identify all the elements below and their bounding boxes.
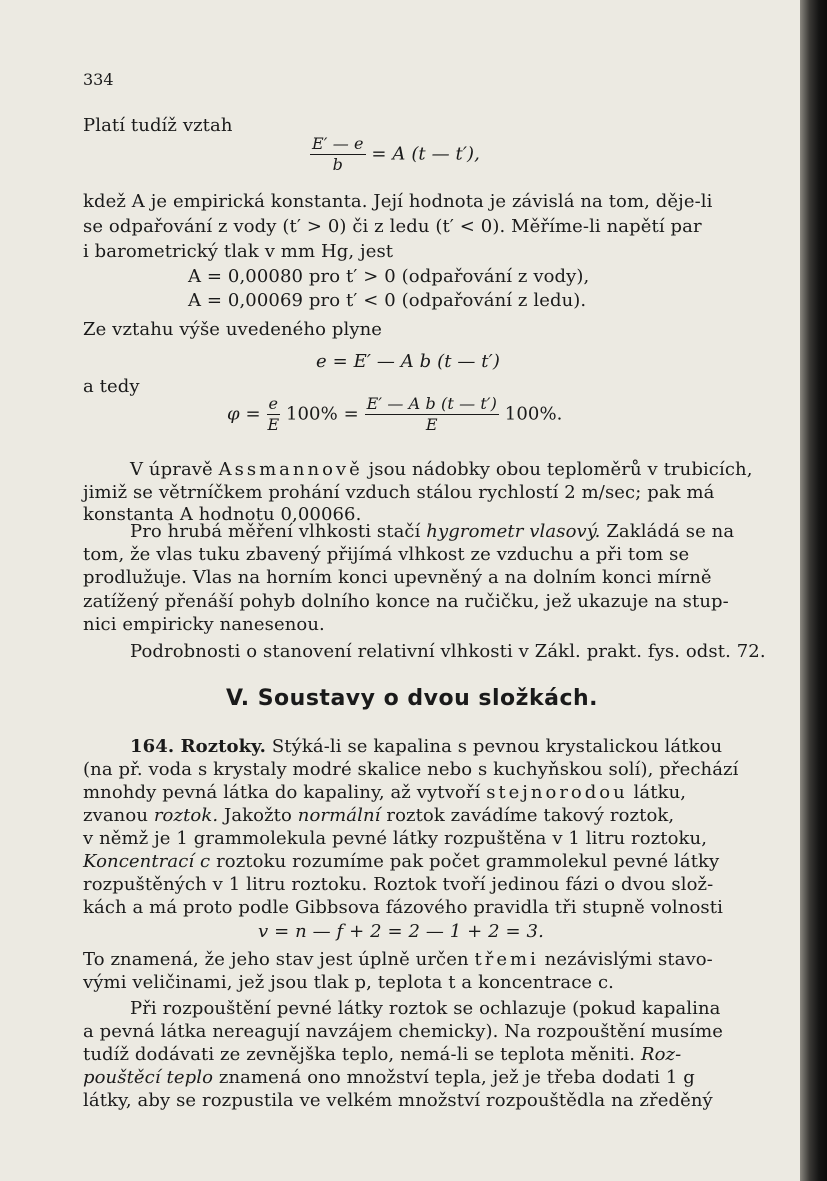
text-line: jimiž se větrníčkem prohání vzduch stálou rychlostí 2 m/sec; pak má [83,482,715,503]
text-line: nici empiricky nanesenou. [83,614,325,635]
equation-a1: A = 0,00080 pro t′ > 0 (odpařování z vody), [188,266,590,287]
italic-term: normální [297,805,381,826]
text-line: konstanta A hodnotu 0,00066. [83,504,362,525]
italic-term: roztok. [153,805,219,826]
text-span: zvanou [83,805,149,826]
text-line [83,781,686,805]
spaced-name: Assmannově [218,459,363,480]
denominator: b [332,155,343,174]
phi-symbol: φ = [227,403,261,425]
text-line: rozpuštěných v 1 litru roztoku. Roztok tvoří jedinou fázi o dvou slož- [83,874,714,895]
spaced-term: stejnorodou [486,782,628,803]
numerator: E′ — A b (t — t′) [366,394,497,413]
text-line: tom, že vlas tuku zbavený přijímá vlhkost ze vzduchu a při tom se [83,544,690,565]
fraction [365,394,499,435]
text-span: nezávislými stavo- [544,949,713,970]
text-span: roztok zavádíme takový roztok, [386,805,675,826]
text-span: látku, [633,782,687,803]
text-line [130,735,722,759]
text-span: Pro hrubá měření vlhkosti stačí [130,521,421,542]
equation-4: v = n — f + 2 = 2 — 1 + 2 = 3. [258,921,544,942]
text-line: zatížený přenáší pohyb dolního konce na ručičku, jež ukazuje na stup- [83,591,729,612]
page-number: 334 [83,70,114,89]
text-line: i barometrický tlak v mm Hg, jest [83,241,394,262]
text-line: Podrobnosti o stanovení relativní vlhkosti v Zákl. prakt. fys. odst. 72. [130,641,766,662]
text-line [83,1066,695,1090]
equation-end: 100%. [504,403,563,425]
text-line [83,1043,681,1067]
text-span: tudíž dodávati ze zevnějška teplo, nemá-li se teplota měniti. [83,1044,636,1065]
equation-rhs: = A (t — t′), [371,143,480,165]
text-span: mnohdy pevná látka do kapaliny, až vytvoří [83,782,481,803]
text-line [83,948,713,972]
equation-mid: 100% = [285,403,359,425]
text-span: znamená ono množství tepla, jež je třeba dodati 1 g [218,1067,695,1088]
equation-2: e = E′ — A b (t — t′) [316,351,500,372]
italic-term: Koncentrací c [83,851,211,872]
fraction [310,134,366,175]
text-span: roztoku rozumíme pak počet grammolekul pevné látky [216,851,720,872]
italic-term: pouštěcí teplo [83,1067,214,1088]
italic-term: hygrometr vlasový. [426,521,601,542]
text-line: Platí tudíž vztah [83,115,233,136]
text-line: vými veličinami, jež jsou tlak p, teplota t a koncentrace c. [83,972,614,993]
book-spine-shadow [800,0,827,1181]
equation-1 [310,134,480,175]
text-line [130,458,753,482]
text-line: Ze vztahu výše uvedeného plyne [83,319,383,340]
text-line [83,850,719,874]
section-heading: V. Soustavy o dvou složkách. [226,686,599,711]
text-line [130,520,734,544]
equation-3 [227,394,562,435]
text-span: Stýká-li se kapalina s pevnou krystalickou látkou [271,736,723,757]
section-number: 164. Roztoky. [130,736,267,757]
text-line: (na př. voda s krystaly modré skalice nebo s kuchyňskou solí), přechází [83,759,739,780]
text-line: kách a má proto podle Gibbsova fázového pravidla tři stupně volnosti [83,897,723,918]
denominator: E [267,415,280,434]
text-line [83,804,674,828]
text-line: Při rozpouštění pevné látky roztok se ochlazuje (pokud kapalina [130,998,721,1019]
equation-a2: A = 0,00069 pro t′ < 0 (odpařování z ledu). [188,290,587,311]
text-span: To znamená, že jeho stav jest úplně určen [83,949,469,970]
italic-term: Roz- [640,1044,682,1065]
text-span: V úpravě [130,459,213,480]
text-span: jsou nádobky obou teploměrů v trubicích, [368,459,753,480]
text-line: a pevná látka nereagují navzájem chemicky). Na rozpouštění musíme [83,1021,723,1042]
fraction [267,394,281,435]
text-line: látky, aby se rozpustila ve velkém množství rozpouštědla na zředěný [83,1090,713,1111]
numerator: e [268,394,279,413]
text-line: a tedy [83,376,140,397]
denominator: E [425,415,438,434]
spaced-term: třemi [474,949,539,970]
text-span: Jakožto [224,805,292,826]
text-line: prodlužuje. Vlas na horním konci upevněný a na dolním konci mírně [83,567,712,588]
numerator: E′ — e [312,134,364,153]
text-line: v němž je 1 grammolekula pevné látky rozpuštěna v 1 litru roztoku, [83,828,708,849]
text-line: se odpařování z vody (t′ > 0) či z ledu (t′ < 0). Měříme-li napětí par [83,216,702,237]
text-span: Zakládá se na [606,521,735,542]
text-line: kdež A je empirická konstanta. Její hodnota je závislá na tom, děje-li [83,191,713,212]
